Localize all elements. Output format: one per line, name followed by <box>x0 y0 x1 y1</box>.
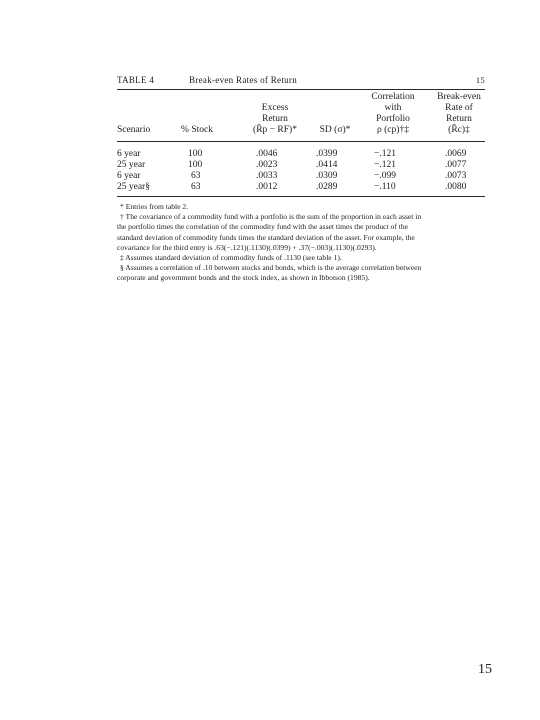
footnote-line: the portfolio times the correlation of the commodity fund with the asset times the product of the <box>117 222 409 232</box>
col-header-excess <box>235 103 315 136</box>
cell-breakeven: .0077 <box>445 160 467 170</box>
cell-stock: 100 <box>188 160 203 170</box>
header-line: ρ (cp)†‡ <box>377 125 409 135</box>
header-line: with <box>384 103 402 113</box>
table-label: TABLE 4 <box>117 75 155 85</box>
cell-correlation: −.121 <box>374 149 396 159</box>
header-line: Portfolio <box>376 114 410 124</box>
page-number-footer: 15 <box>478 662 492 677</box>
header-line: % Stock <box>181 125 213 135</box>
header-line: SD (σ)* <box>319 125 351 135</box>
cell-sd: .0414 <box>316 160 338 170</box>
header-line: Correlation <box>371 92 415 102</box>
cell-sd: .0399 <box>316 149 338 159</box>
footnotes <box>117 202 489 284</box>
footnote-line: § Assumes a correlation of .10 between stocks and bonds, which is the average correlation between <box>120 263 422 273</box>
top-rule <box>117 89 485 90</box>
cell-breakeven: .0073 <box>445 171 467 181</box>
header-line: Return <box>446 114 472 124</box>
cell-excess: .0046 <box>256 149 278 159</box>
cell-stock: 100 <box>188 149 203 159</box>
header-line: Return <box>262 114 288 124</box>
cell-excess: .0023 <box>256 160 278 170</box>
footnote-line: covariance for the third entry is .63(−.121)(.1130)(.0399) + .37(−.003)(.1130)(.0293). <box>117 242 377 252</box>
col-header-stock <box>175 125 219 136</box>
header-page-number: 15 <box>475 75 485 85</box>
cell-stock: 63 <box>191 171 201 181</box>
cell-excess: .0033 <box>256 171 278 181</box>
col-header-correlation <box>357 92 429 136</box>
cell-correlation: −.121 <box>374 160 396 170</box>
table-title: Break-even Rates of Return <box>189 75 298 85</box>
header-line: Break-even <box>437 92 481 102</box>
header-rule <box>117 141 485 142</box>
cell-scenario: 6 year <box>117 149 141 159</box>
cell-scenario: 6 year <box>117 171 141 181</box>
header-line: Scenario <box>117 125 151 135</box>
col-header-sd <box>305 125 365 136</box>
header-line: (R̄p − RF)* <box>253 125 297 135</box>
cell-correlation: −.110 <box>374 182 396 192</box>
cell-correlation: −.099 <box>374 171 396 181</box>
cell-excess: .0012 <box>256 182 278 192</box>
footnote-line: corporate and government bonds and the stock index, as shown in Ibbotson (1985). <box>117 273 370 283</box>
table-header <box>117 75 485 89</box>
cell-breakeven: .0080 <box>445 182 467 192</box>
cell-sd: .0309 <box>316 171 338 181</box>
cell-scenario: 25 year <box>117 160 146 170</box>
col-header-scenario <box>117 125 150 136</box>
cell-scenario: 25 year§ <box>117 182 150 192</box>
header-line: Rate of <box>445 103 473 113</box>
cell-stock: 63 <box>191 182 201 192</box>
cell-breakeven: .0069 <box>445 149 467 159</box>
footnote-line: * Entries from table 2. <box>120 202 189 211</box>
header-line: Excess <box>261 103 289 113</box>
footnote-line: standard deviation of commodity funds times the standard deviation of the asset. For example, the <box>117 232 415 242</box>
cell-sd: .0289 <box>316 182 338 192</box>
header-line: (R̄c)‡ <box>448 125 470 135</box>
col-header-breakeven <box>429 92 489 136</box>
footnote-line: ‡ Assumes standard deviation of commodity funds of .1130 (see table 1). <box>120 253 342 263</box>
footnote-line: † The covariance of a commodity fund with a portfolio is the sum of the proportion in each asset in <box>120 212 422 222</box>
bottom-rule <box>117 196 485 197</box>
